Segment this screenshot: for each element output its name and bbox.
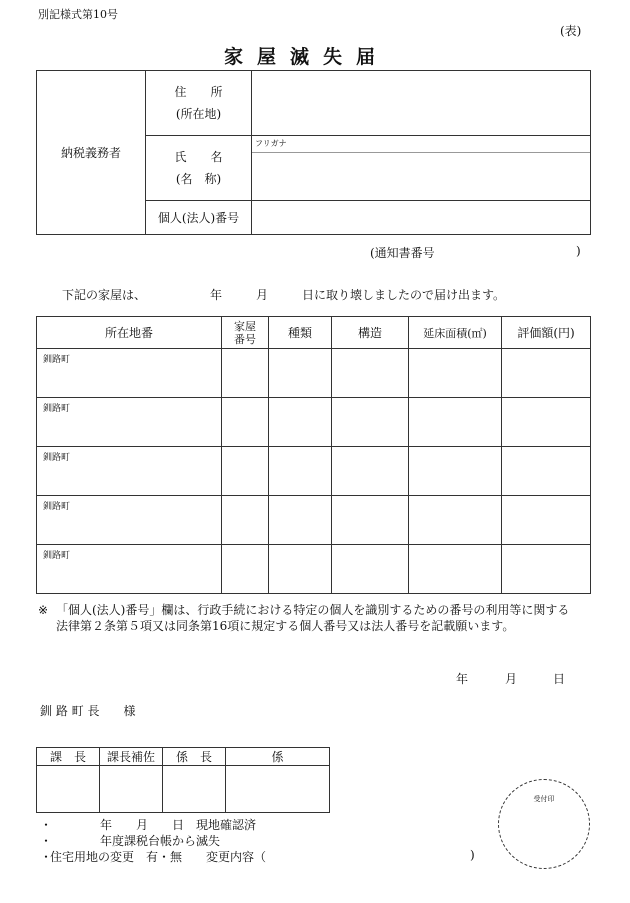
house-number-cell[interactable] (222, 545, 269, 594)
header-section-chief: 課 長 (37, 748, 100, 766)
floor-area-cell[interactable] (409, 496, 502, 545)
date-month: 月 (505, 672, 518, 686)
table-row (37, 398, 591, 447)
address-label: 住 所 (所在地) (146, 71, 252, 136)
office-approval-table (36, 747, 330, 813)
floor-area-cell[interactable] (409, 398, 502, 447)
houses-table (36, 316, 591, 594)
office-item-3-close: ) (470, 848, 475, 862)
header-unit-chief: 係 長 (163, 748, 226, 766)
notice-number-label: (通知書番号 (370, 246, 435, 260)
taxpayer-table (36, 70, 591, 235)
type-cell[interactable] (269, 398, 332, 447)
table-row (37, 447, 591, 496)
type-cell[interactable] (269, 545, 332, 594)
structure-cell[interactable] (332, 496, 409, 545)
houses-header-row (37, 317, 591, 349)
office-item-1-bullet: ・ (40, 818, 53, 832)
house-number-cell[interactable] (222, 496, 269, 545)
name-field[interactable] (252, 136, 591, 201)
date-day: 日 (553, 672, 566, 686)
assessed-value-cell[interactable] (502, 447, 591, 496)
header-structure: 構造 (332, 317, 409, 349)
office-item-1: 年 月 日 現地確認済 (100, 818, 257, 832)
header-house-number: 家屋 番号 (222, 317, 269, 349)
location-cell[interactable]: 釧路町 (37, 545, 222, 594)
taxpayer-section-label: 納税義務者 (37, 71, 146, 235)
notice-number-close: ) (576, 244, 581, 258)
note-mark: ※ (38, 603, 49, 617)
house-number-cell[interactable] (222, 398, 269, 447)
floor-area-cell[interactable] (409, 447, 502, 496)
header-floor-area: 延床面積(㎡) (409, 317, 502, 349)
location-cell[interactable]: 釧路町 (37, 447, 222, 496)
office-item-2-bullet: ・ (40, 834, 53, 848)
address-field[interactable] (252, 71, 591, 136)
office-item-3: 住宅用地の変更 有・無 変更内容（ (50, 850, 267, 864)
house-number-cell[interactable] (222, 447, 269, 496)
declaration-year: 年 (210, 288, 223, 302)
assessed-value-cell[interactable] (502, 545, 591, 594)
reception-seal (498, 779, 590, 869)
addressee: 釧 路 町 長 様 (40, 704, 136, 718)
type-cell[interactable] (269, 349, 332, 398)
table-row (37, 545, 591, 594)
name-label: 氏 名 (名 称) (146, 136, 252, 201)
assessed-value-cell[interactable] (502, 496, 591, 545)
declaration-prefix: 下記の家屋は、 (62, 288, 147, 302)
structure-cell[interactable] (332, 398, 409, 447)
form-code: 別記様式第10号 (38, 8, 118, 21)
structure-cell[interactable] (332, 447, 409, 496)
id-number-label: 個人(法人)番号 (146, 201, 252, 235)
structure-cell[interactable] (332, 349, 409, 398)
header-type: 種類 (269, 317, 332, 349)
location-cell[interactable]: 釧路町 (37, 398, 222, 447)
structure-cell[interactable] (332, 545, 409, 594)
id-number-field[interactable] (252, 201, 591, 235)
assessed-value-cell[interactable] (502, 398, 591, 447)
declaration-month: 月 (256, 288, 269, 302)
page-title: 家屋滅失届 (224, 46, 390, 68)
header-assistant-chief: 課長補佐 (100, 748, 163, 766)
date-year: 年 (456, 672, 469, 686)
side-indicator: (表) (560, 24, 582, 38)
section-chief-stamp[interactable] (37, 766, 100, 813)
floor-area-cell[interactable] (409, 349, 502, 398)
header-assessed-value: 評価額(円) (502, 317, 591, 349)
location-cell[interactable]: 釧路町 (37, 496, 222, 545)
type-cell[interactable] (269, 447, 332, 496)
furigana-label: フリガナ (252, 136, 590, 153)
staff-stamp[interactable] (226, 766, 330, 813)
note-line-1: 「個人(法人)番号」欄は、行政手続における特定の個人を識別するための番号の利用等に関する (56, 603, 570, 617)
unit-chief-stamp[interactable] (163, 766, 226, 813)
floor-area-cell[interactable] (409, 545, 502, 594)
note-line-2: 法律第２条第５項又は同条第16項に規定する個人番号又は法人番号を記載願います。 (56, 619, 515, 633)
office-item-2: 年度課税台帳から滅失 (100, 834, 221, 848)
header-staff: 係 (226, 748, 330, 766)
assistant-chief-stamp[interactable] (100, 766, 163, 813)
assessed-value-cell[interactable] (502, 349, 591, 398)
declaration-suffix: 日に取り壊しましたので届け出ます。 (302, 288, 506, 302)
office-item-3-bullet: ・ (40, 850, 53, 864)
location-cell[interactable]: 釧路町 (37, 349, 222, 398)
table-row (37, 496, 591, 545)
house-number-cell[interactable] (222, 349, 269, 398)
reception-seal-label: 受付印 (533, 795, 555, 803)
type-cell[interactable] (269, 496, 332, 545)
header-location: 所在地番 (37, 317, 222, 349)
table-row (37, 349, 591, 398)
